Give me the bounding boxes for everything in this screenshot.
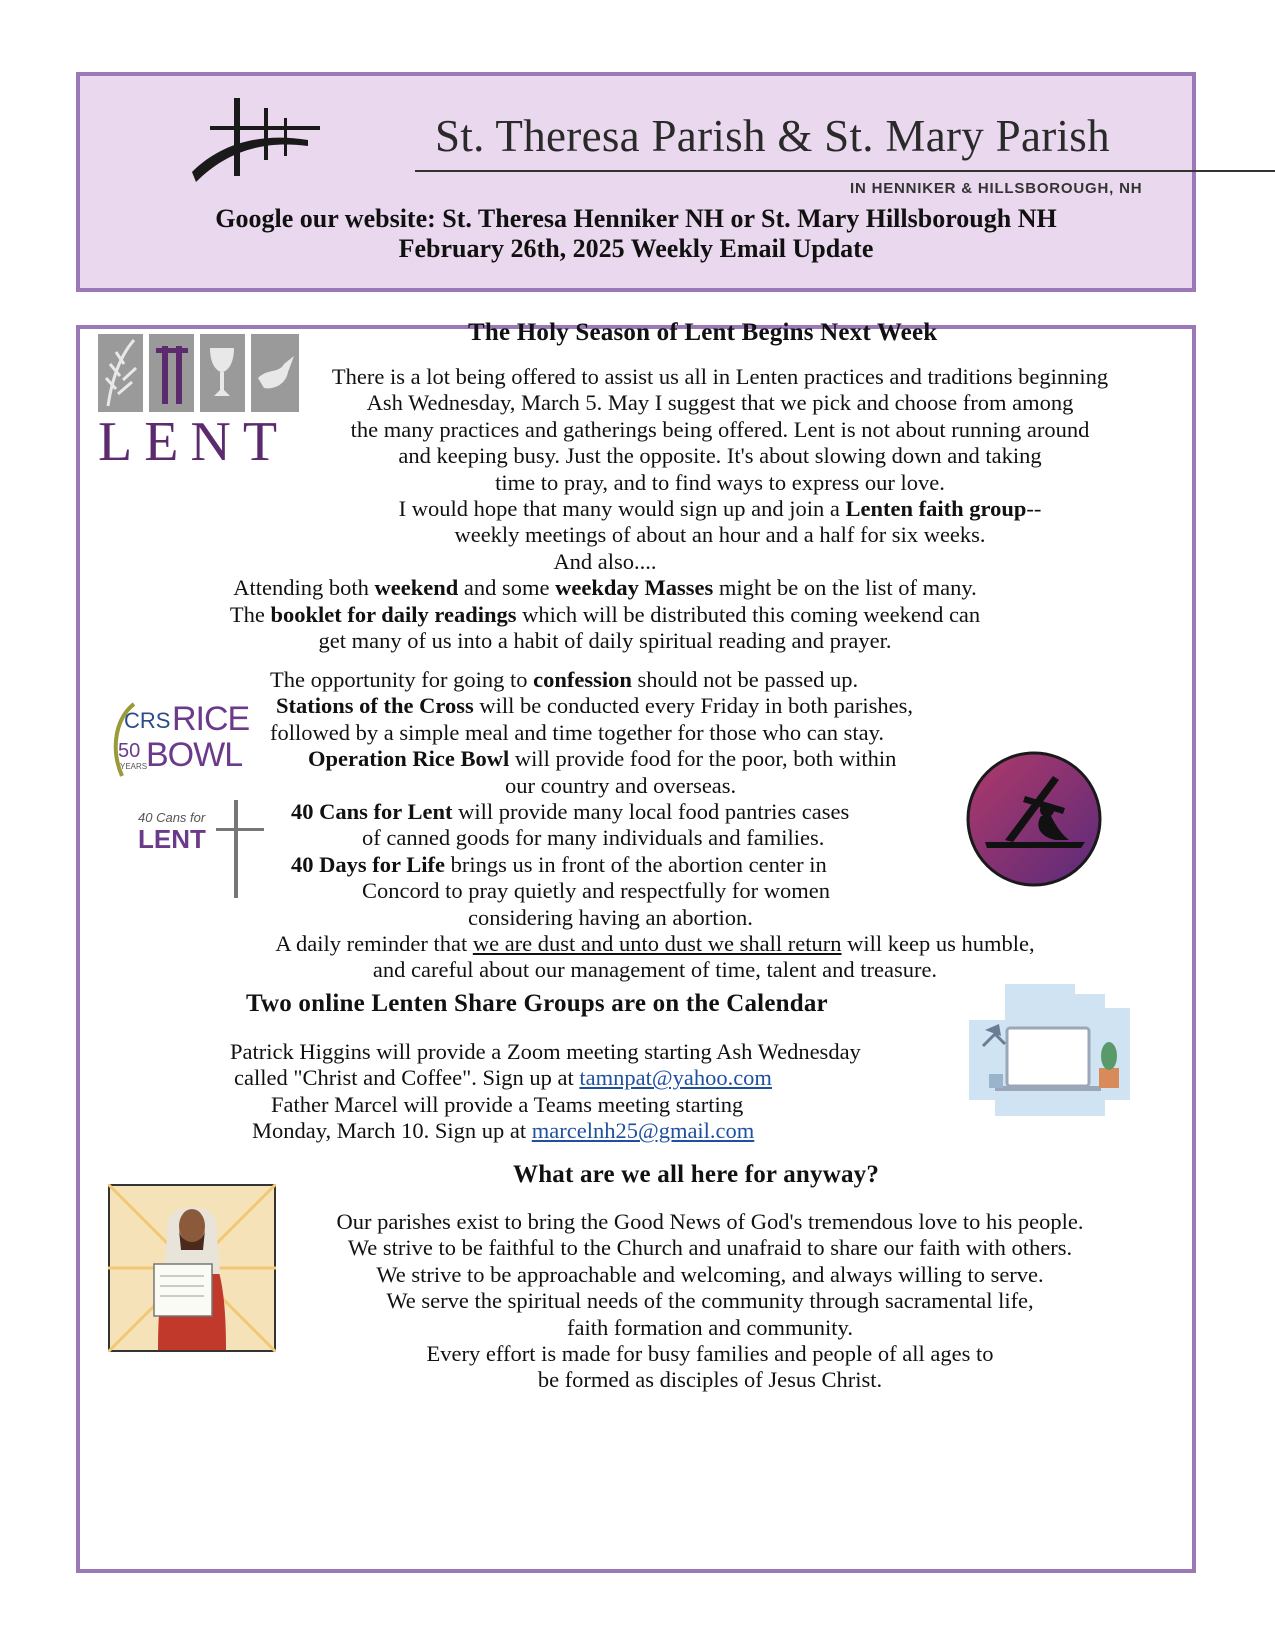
- laptop-icon: [965, 980, 1135, 1120]
- logo-subtitle: IN HENNIKER & HILLSBOROUGH, NH: [850, 180, 1143, 197]
- crs-text: CRS: [124, 708, 171, 733]
- dust-paragraph: A daily reminder that we are dust and unto dust we shall return will keep us humble, and careful about our management of time, talent and treasure.: [275, 931, 1035, 983]
- header-box: [76, 72, 1196, 292]
- rice-bowl-logo: [108, 700, 258, 782]
- mission-heading: What are we all here for anyway?: [513, 1161, 880, 1188]
- share-groups-paragraph: Patrick Higgins will provide a Zoom meeting starting Ash Wednesday called "Christ and Coffee". Sign up at tamnpat@yahoo.com Father Marcel will provide a Teams meeting starting Monday, March 10. Sign up at marcelnh25@gmail.com: [230, 1039, 861, 1144]
- mission-paragraph: Our parishes exist to bring the Good News of God's tremendous love to his people. We strive to be faithful to the Church and unafraid to share our faith with others. We strive to be approachable and welcoming, and always willing to serve. We serve the spiritual needs of the community through sacramental life, faith formation and community. Every effort is made for busy families and people of all ages to be formed as disciples of Jesus Christ.: [336, 1209, 1084, 1393]
- cans-text: 40 Cans for: [138, 810, 206, 825]
- parish-logo: [190, 94, 1143, 197]
- logo-rule: [415, 170, 1275, 172]
- rice-text: RICE: [172, 700, 250, 738]
- lent-word: LENT: [98, 411, 290, 473]
- email-link-marcel[interactable]: marcelnh25@gmail.com: [531, 1118, 755, 1144]
- website-line: Google our website: St. Theresa Henniker NH or St. Mary Hillsborough NH: [215, 204, 1057, 233]
- practices-paragraph: The opportunity for going to confession should not be passed up. Stations of the Cross will be conducted every Friday in both parishes, followed by a simple meal and time together for those who can stay. Operation Rice Bowl will provide food for the poor, both within our country and overseas. 40 Cans for Lent will provide many local food pantries cases of canned goods for many individuals and families. 40 Days for Life brings us in front of the abortion center in Concord to pray quietly and respectfully for women considering having an abortion.: [270, 667, 914, 930]
- bowl-text: BOWL: [146, 736, 243, 774]
- lent-heading: The Holy Season of Lent Begins Next Week: [468, 319, 938, 346]
- lent-paragraph: There is a lot being offered to assist us all in Lenten practices and traditions beginning Ash Wednesday, March 5. May I suggest that we pick and choose from among the many practices and gatherings being offered. Lent is not about running around and keeping busy. Just the opposite. It's about slowing down and taking time to pray, and to find ways to express our love. I would hope that many would sign up and join a Lenten faith group-- weekly meetings of about an hour and a half for six weeks. And also.... Attending both weekend and some weekday Masses might be on the list of many. The booklet for daily readings which will be distributed this coming weekend can get many of us into a habit of daily spiritual reading and prayer.: [229, 364, 1109, 654]
- fifty-text: 50: [118, 740, 141, 762]
- cross-logo-icon: [190, 94, 320, 189]
- date-line: February 26th, 2025 Weekly Email Update: [398, 234, 874, 263]
- email-link-patrick[interactable]: tamnpat@yahoo.com: [579, 1065, 772, 1091]
- jesus-scroll-image: [108, 1184, 276, 1352]
- logo-title: St. Theresa Parish & St. Mary Parish: [435, 111, 1110, 161]
- cans-lent-text: LENT: [138, 824, 206, 854]
- cans-for-lent-logo: [138, 800, 268, 900]
- share-groups-heading: Two online Lenten Share Groups are on the Calendar: [246, 990, 828, 1017]
- stations-of-cross-icon: [965, 750, 1103, 888]
- years-text: YEARS: [120, 762, 148, 771]
